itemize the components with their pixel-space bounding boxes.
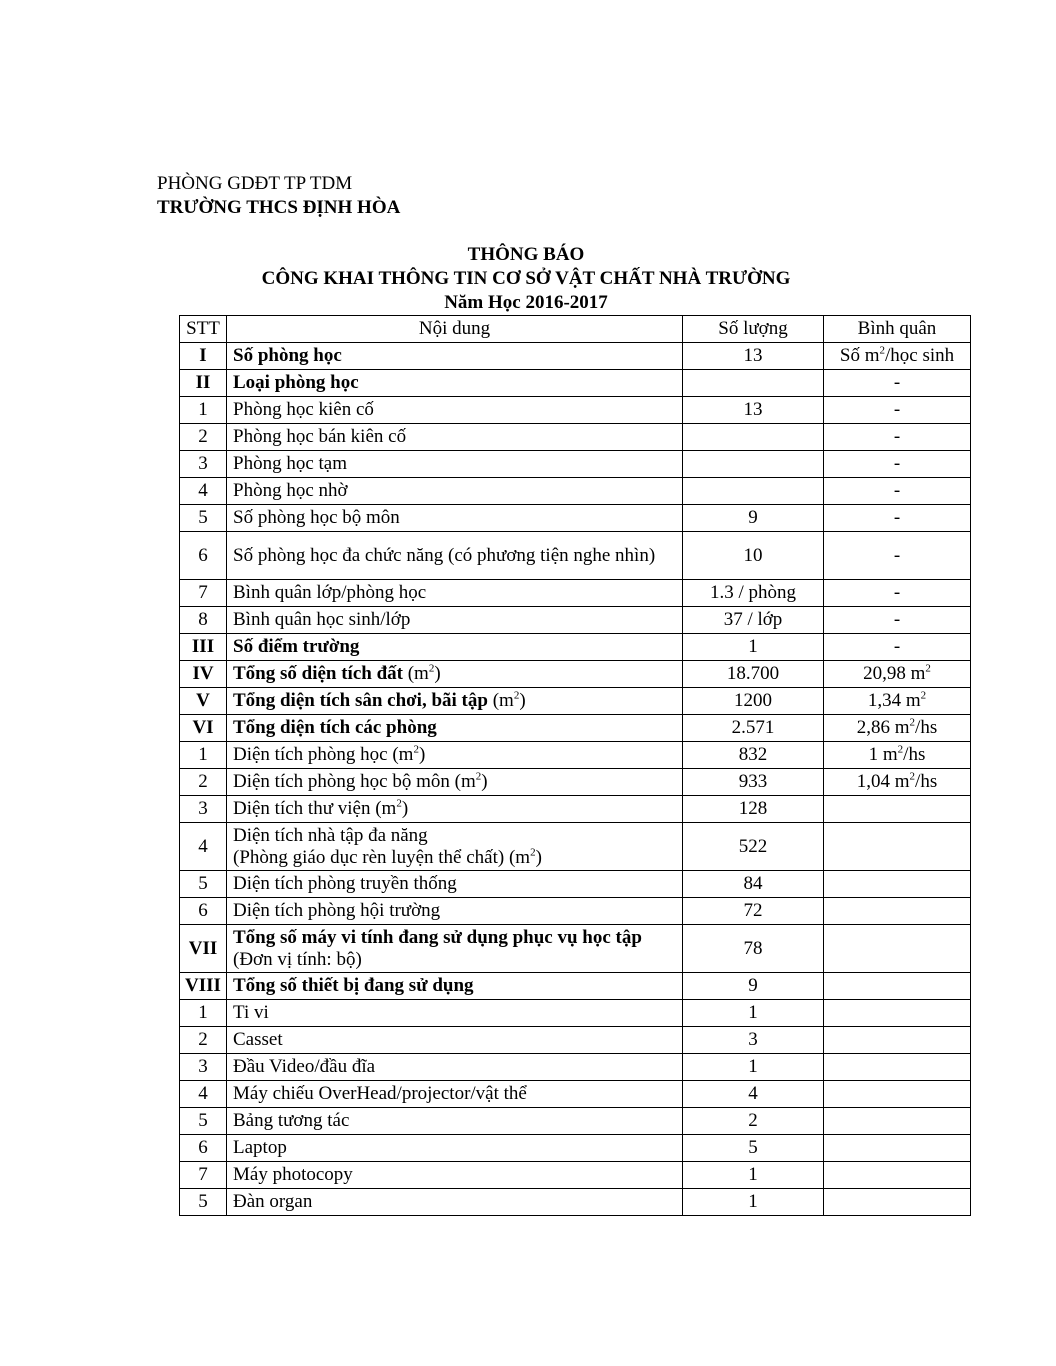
table-row xyxy=(180,871,971,898)
cell-quantity: 832 xyxy=(683,742,824,769)
cell-average: - xyxy=(824,424,971,451)
cell-quantity: 128 xyxy=(683,796,824,823)
cell-quantity: 1.3 / phòng xyxy=(683,580,824,607)
cell-average: - xyxy=(824,451,971,478)
cell-quantity xyxy=(683,424,824,451)
table-row xyxy=(180,1189,971,1216)
cell-content: Tổng diện tích các phòng xyxy=(227,715,683,742)
cell-stt: I xyxy=(180,343,227,370)
table-row xyxy=(180,505,971,532)
notice-title: THÔNG BÁO xyxy=(467,244,585,265)
table-row xyxy=(180,1000,971,1027)
cell-stt: 6 xyxy=(180,1135,227,1162)
cell-average xyxy=(824,1054,971,1081)
cell-quantity: 1200 xyxy=(683,688,824,715)
cell-stt: 7 xyxy=(180,580,227,607)
cell-average: 2,86 $m^2/hs$ xyxy=(824,715,971,742)
table-row xyxy=(180,1054,971,1081)
cell-average: - xyxy=(824,505,971,532)
table-row xyxy=(180,607,971,634)
cell-quantity: 2 xyxy=(683,1108,824,1135)
cell-quantity: 72 xyxy=(683,898,824,925)
school-year: Năm Học 2016-2017 xyxy=(444,292,608,313)
cell-average: 1,04 $m^2/hs$ xyxy=(824,769,971,796)
cell-stt: 4 xyxy=(180,1081,227,1108)
school-name: TRƯỜNG THCS ĐỊNH HÒA xyxy=(157,197,401,218)
cell-quantity: 2.571 xyxy=(683,715,824,742)
cell-average xyxy=(824,871,971,898)
cell-stt: III xyxy=(180,634,227,661)
cell-average xyxy=(824,1108,971,1135)
cell-stt: 3 xyxy=(180,451,227,478)
cell-stt: 2 xyxy=(180,1027,227,1054)
cell-stt: 3 xyxy=(180,796,227,823)
cell-quantity: 1 xyxy=(683,634,824,661)
header-stt: STT xyxy=(180,316,227,343)
cell-quantity: 37 / lớp xyxy=(683,607,824,634)
facilities-table xyxy=(179,315,971,1216)
cell-average xyxy=(824,796,971,823)
cell-quantity: 1 xyxy=(683,1054,824,1081)
cell-content: Phòng học kiên cố xyxy=(227,397,683,424)
table-row xyxy=(180,1027,971,1054)
cell-average: 1 $m^2/hs$ xyxy=(824,742,971,769)
cell-content: Diện tích phòng học $(m^2)$ xyxy=(227,742,683,769)
header-quantity: Số lượng xyxy=(683,316,824,343)
header-average: Bình quân xyxy=(824,316,971,343)
cell-content: Số phòng học xyxy=(227,343,683,370)
cell-average: - xyxy=(824,532,971,580)
cell-content: Số phòng học bộ môn xyxy=(227,505,683,532)
cell-average: - xyxy=(824,370,971,397)
cell-average xyxy=(824,1135,971,1162)
cell-stt: VI xyxy=(180,715,227,742)
cell-stt: VII xyxy=(180,925,227,973)
header-content: Nội dung xyxy=(227,316,683,343)
cell-average: - xyxy=(824,478,971,505)
table-row xyxy=(180,715,971,742)
cell-content: Phòng học tạm xyxy=(227,451,683,478)
table-body xyxy=(180,343,971,1216)
cell-quantity: 1 xyxy=(683,1162,824,1189)
cell-quantity: 13 xyxy=(683,397,824,424)
cell-quantity: 522 xyxy=(683,823,824,871)
cell-average xyxy=(824,1000,971,1027)
table-row xyxy=(180,1081,971,1108)
table-row xyxy=(180,1108,971,1135)
cell-stt: II xyxy=(180,370,227,397)
cell-average: 20,98 $m^2$ xyxy=(824,661,971,688)
cell-content: Tổng số máy vi tính đang sử dụng phục vụ học tập (Đơn vị tính: bộ) xyxy=(227,925,683,973)
cell-content: Đàn organ xyxy=(227,1189,683,1216)
table-row xyxy=(180,343,971,370)
table-row xyxy=(180,823,971,871)
cell-content: Tổng số diện tích đất $(m^2)$ xyxy=(227,661,683,688)
cell-content: Bảng tương tác xyxy=(227,1108,683,1135)
notice-subtitle: CÔNG KHAI THÔNG TIN CƠ SỞ VẬT CHẤT NHÀ TRƯỜNG xyxy=(261,268,791,289)
cell-average xyxy=(824,1162,971,1189)
cell-content: Diện tích phòng truyền thống xyxy=(227,871,683,898)
cell-stt: 5 xyxy=(180,505,227,532)
cell-average: - xyxy=(824,397,971,424)
cell-quantity xyxy=(683,478,824,505)
document-titles xyxy=(180,243,872,315)
table-row xyxy=(180,742,971,769)
cell-stt: 4 xyxy=(180,823,227,871)
table-row xyxy=(180,796,971,823)
cell-content: Máy photocopy xyxy=(227,1162,683,1189)
cell-quantity: 1 xyxy=(683,1189,824,1216)
table-header-row xyxy=(180,316,971,343)
cell-content: Phòng học bán kiên cố xyxy=(227,424,683,451)
department-name: PHÒNG GDĐT TP TDM xyxy=(157,173,353,194)
cell-content: Bình quân học sinh/lớp xyxy=(227,607,683,634)
cell-content: Laptop xyxy=(227,1135,683,1162)
table-row xyxy=(180,1135,971,1162)
cell-content: Casset xyxy=(227,1027,683,1054)
cell-stt: VIII xyxy=(180,973,227,1000)
cell-content: Tổng diện tích sân chơi, bãi tập $(m^2)$ xyxy=(227,688,683,715)
table-row xyxy=(180,925,971,973)
cell-quantity: 13 xyxy=(683,343,824,370)
cell-content: Loại phòng học xyxy=(227,370,683,397)
cell-stt: 8 xyxy=(180,607,227,634)
cell-average xyxy=(824,973,971,1000)
table-row xyxy=(180,451,971,478)
cell-quantity: 18.700 xyxy=(683,661,824,688)
cell-quantity: 3 xyxy=(683,1027,824,1054)
cell-stt: 1 xyxy=(180,742,227,769)
cell-stt: 3 xyxy=(180,1054,227,1081)
cell-stt: 5 xyxy=(180,1189,227,1216)
cell-average xyxy=(824,1189,971,1216)
table-row xyxy=(180,661,971,688)
cell-content: Máy chiếu OverHead/projector/vật thể xyxy=(227,1081,683,1108)
cell-average xyxy=(824,925,971,973)
cell-quantity xyxy=(683,370,824,397)
cell-quantity: 10 xyxy=(683,532,824,580)
cell-stt: 1 xyxy=(180,1000,227,1027)
cell-average: 1,34 $m^2$ xyxy=(824,688,971,715)
table-row xyxy=(180,397,971,424)
cell-content: Diện tích phòng hội trường xyxy=(227,898,683,925)
table-row xyxy=(180,370,971,397)
cell-content: Diện tích thư viện $(m^2)$ xyxy=(227,796,683,823)
cell-content: Diện tích nhà tập đa năng (Phòng giáo dục rèn luyện thể chất) $(m^2)$ xyxy=(227,823,683,871)
cell-stt: 5 xyxy=(180,871,227,898)
cell-average xyxy=(824,1027,971,1054)
cell-quantity xyxy=(683,451,824,478)
table-row xyxy=(180,580,971,607)
cell-stt: IV xyxy=(180,661,227,688)
cell-stt: 2 xyxy=(180,424,227,451)
cell-content: Số điểm trường xyxy=(227,634,683,661)
table-row xyxy=(180,634,971,661)
table-row xyxy=(180,424,971,451)
table-row xyxy=(180,1162,971,1189)
cell-content: Tổng số thiết bị đang sử dụng xyxy=(227,973,683,1000)
cell-average xyxy=(824,898,971,925)
cell-stt: 5 xyxy=(180,1108,227,1135)
table-row xyxy=(180,898,971,925)
cell-average: - xyxy=(824,580,971,607)
cell-content: Ti vi xyxy=(227,1000,683,1027)
cell-content: Số phòng học đa chức năng (có phương tiện nghe nhìn) xyxy=(227,532,683,580)
cell-stt: 4 xyxy=(180,478,227,505)
cell-content: Phòng học nhờ xyxy=(227,478,683,505)
table-row xyxy=(180,688,971,715)
cell-average xyxy=(824,1081,971,1108)
cell-stt: 1 xyxy=(180,397,227,424)
cell-average: - xyxy=(824,634,971,661)
cell-quantity: 84 xyxy=(683,871,824,898)
cell-quantity: 1 xyxy=(683,1000,824,1027)
cell-quantity: 933 xyxy=(683,769,824,796)
cell-average xyxy=(824,823,971,871)
cell-content: Bình quân lớp/phòng học xyxy=(227,580,683,607)
cell-stt: 6 xyxy=(180,898,227,925)
table-row xyxy=(180,769,971,796)
table-row xyxy=(180,532,971,580)
cell-quantity: 9 xyxy=(683,973,824,1000)
cell-stt: 7 xyxy=(180,1162,227,1189)
cell-quantity: 4 xyxy=(683,1081,824,1108)
cell-quantity: 78 xyxy=(683,925,824,973)
cell-quantity: 5 xyxy=(683,1135,824,1162)
cell-average: - xyxy=(824,607,971,634)
cell-quantity: 9 xyxy=(683,505,824,532)
table-row xyxy=(180,973,971,1000)
cell-stt: 6 xyxy=(180,532,227,580)
table-row xyxy=(180,478,971,505)
cell-stt: V xyxy=(180,688,227,715)
cell-content: Diện tích phòng học bộ môn $(m^2)$ xyxy=(227,769,683,796)
cell-content: Đầu Video/đầu đĩa xyxy=(227,1054,683,1081)
cell-average: Số $m^2$/học sinh xyxy=(824,343,971,370)
cell-stt: 2 xyxy=(180,769,227,796)
